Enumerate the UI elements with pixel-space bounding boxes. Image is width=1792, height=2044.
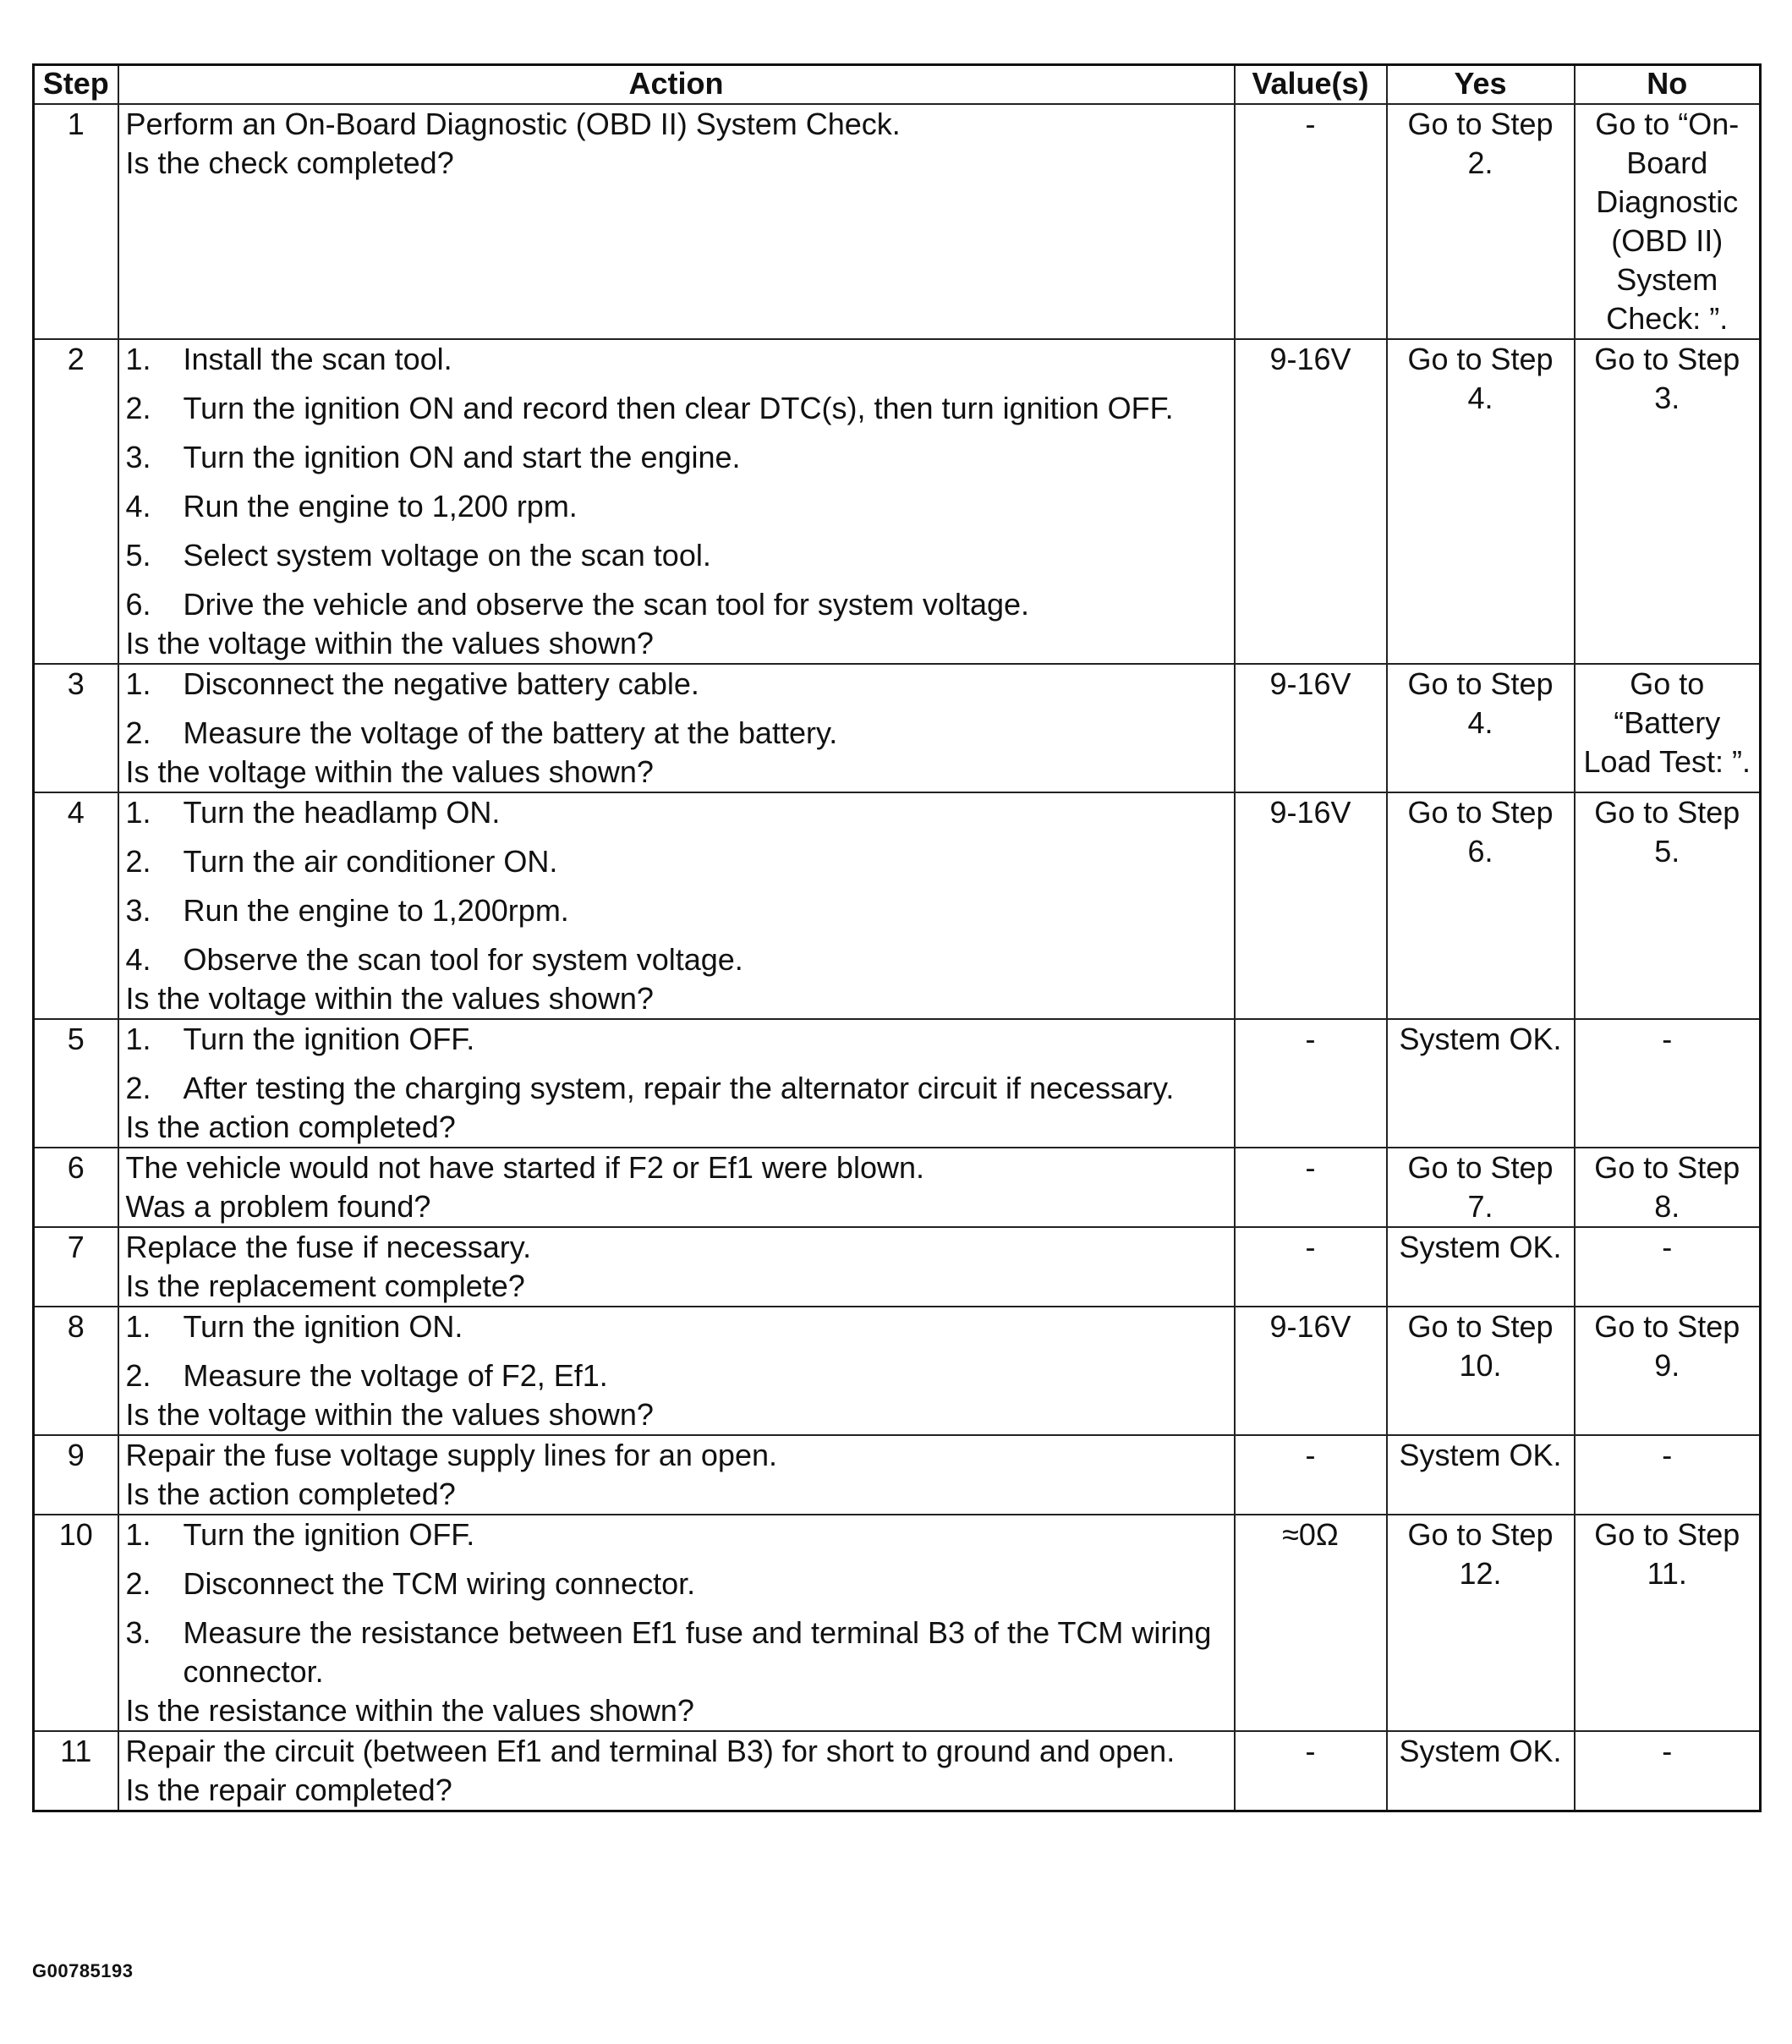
action-cell	[118, 1227, 1235, 1307]
diagnostic-table	[32, 63, 1762, 1812]
yes-cell: Go to Step 7.	[1387, 1148, 1575, 1227]
no-cell: Go to Step 3.	[1575, 339, 1761, 664]
action-step-item	[126, 1069, 1227, 1108]
action-step-text: Turn the ignition ON.	[183, 1309, 463, 1344]
header-yes: Yes	[1387, 65, 1575, 105]
action-step-text: Measure the voltage of F2, Ef1.	[183, 1358, 608, 1393]
action-step-number: 1.	[125, 666, 151, 701]
action-step-number: 2.	[125, 715, 151, 750]
action-intro: The vehicle would not have started if F2 or Ef1 were blown.	[125, 1150, 924, 1185]
yes-cell: Go to Step 10.	[1387, 1307, 1575, 1435]
action-question: Is the action completed?	[125, 1477, 456, 1511]
action-step-item	[126, 1565, 1227, 1603]
step-number: 6	[34, 1148, 118, 1227]
action-step-number: 2.	[125, 844, 151, 879]
table-row	[34, 1307, 1761, 1435]
table-row	[34, 1515, 1761, 1731]
action-step-number: 1.	[125, 1517, 151, 1552]
action-step-item	[126, 1307, 1227, 1346]
value-cell: -	[1235, 1731, 1387, 1811]
action-step-number: 2.	[125, 1566, 151, 1601]
action-step-item	[126, 585, 1227, 624]
action-intro: Perform an On-Board Diagnostic (OBD II) System Check.	[125, 107, 901, 141]
action-step-item	[126, 665, 1227, 704]
action-step-number: 1.	[125, 1022, 151, 1056]
action-step-item	[126, 389, 1227, 428]
no-cell: Go to Step 9.	[1575, 1307, 1761, 1435]
action-step-item	[126, 340, 1227, 379]
step-number: 8	[34, 1307, 118, 1435]
action-cell	[118, 1515, 1235, 1731]
action-step-text: Turn the ignition OFF.	[183, 1517, 475, 1552]
value-cell: 9-16V	[1235, 664, 1387, 792]
action-step-number: 3.	[125, 893, 151, 928]
value-cell: 9-16V	[1235, 792, 1387, 1019]
action-step-text: Turn the headlamp ON.	[183, 795, 501, 830]
table-body	[34, 104, 1761, 1811]
no-cell: -	[1575, 1731, 1761, 1811]
yes-cell: System OK.	[1387, 1435, 1575, 1515]
action-step-number: 3.	[125, 1615, 151, 1650]
action-step-text: Run the engine to 1,200rpm.	[183, 893, 569, 928]
action-question: Is the action completed?	[125, 1110, 456, 1144]
action-step-text: Disconnect the negative battery cable.	[183, 666, 699, 701]
value-cell: -	[1235, 1148, 1387, 1227]
step-number: 1	[34, 104, 118, 339]
header-no: No	[1575, 65, 1761, 105]
table-row	[34, 104, 1761, 339]
no-cell: Go to Step 5.	[1575, 792, 1761, 1019]
header-row	[34, 65, 1761, 105]
action-step-item	[126, 1020, 1227, 1059]
action-step-item	[126, 438, 1227, 477]
value-cell: -	[1235, 1227, 1387, 1307]
action-step-number: 1.	[125, 1309, 151, 1344]
action-step-item	[126, 487, 1227, 526]
step-number: 11	[34, 1731, 118, 1811]
yes-cell: System OK.	[1387, 1227, 1575, 1307]
action-step-text: Turn the ignition ON and start the engine.	[183, 440, 741, 474]
action-step-item	[126, 1515, 1227, 1554]
step-number: 5	[34, 1019, 118, 1148]
table-row	[34, 664, 1761, 792]
action-step-text: Run the engine to 1,200 rpm.	[183, 489, 578, 523]
header-action: Action	[118, 65, 1235, 105]
action-step-text: Turn the air conditioner ON.	[183, 844, 558, 879]
action-step-text: Turn the ignition ON and record then clear DTC(s), then turn ignition OFF.	[183, 391, 1174, 425]
table-row	[34, 1148, 1761, 1227]
no-cell: Go to Step 11.	[1575, 1515, 1761, 1731]
no-cell: Go to “Battery Load Test: ”.	[1575, 664, 1761, 792]
step-number: 4	[34, 792, 118, 1019]
action-question: Is the check completed?	[125, 145, 454, 180]
no-cell: Go to Step 8.	[1575, 1148, 1761, 1227]
action-cell	[118, 1019, 1235, 1148]
action-step-item	[126, 940, 1227, 979]
action-step-item	[126, 714, 1227, 753]
action-question: Is the voltage within the values shown?	[125, 1397, 654, 1432]
value-cell: 9-16V	[1235, 1307, 1387, 1435]
no-cell: -	[1575, 1019, 1761, 1148]
no-cell: -	[1575, 1227, 1761, 1307]
action-cell	[118, 104, 1235, 339]
action-cell	[118, 1307, 1235, 1435]
table-row	[34, 1731, 1761, 1811]
step-number: 2	[34, 339, 118, 664]
action-step-item	[126, 793, 1227, 832]
action-intro: Repair the fuse voltage supply lines for an open.	[125, 1438, 777, 1472]
no-cell: Go to “On-Board Diagnostic (OBD II) System Check: ”.	[1575, 104, 1761, 339]
yes-cell: Go to Step 2.	[1387, 104, 1575, 339]
action-question: Is the resistance within the values shown?	[125, 1693, 694, 1728]
step-number: 3	[34, 664, 118, 792]
action-question: Is the replacement complete?	[125, 1269, 525, 1303]
yes-cell: Go to Step 6.	[1387, 792, 1575, 1019]
action-step-item	[126, 891, 1227, 930]
action-intro: Repair the circuit (between Ef1 and terminal B3) for short to ground and open.	[125, 1734, 1175, 1768]
action-question: Is the voltage within the values shown?	[125, 981, 654, 1016]
action-step-number: 1.	[125, 342, 151, 376]
header-values: Value(s)	[1235, 65, 1387, 105]
action-question: Was a problem found?	[125, 1189, 431, 1224]
value-cell: 9-16V	[1235, 339, 1387, 664]
action-step-number: 2.	[125, 391, 151, 425]
action-step-text: Turn the ignition OFF.	[183, 1022, 475, 1056]
value-cell: -	[1235, 1435, 1387, 1515]
action-step-text: Drive the vehicle and observe the scan tool for system voltage.	[183, 587, 1030, 622]
action-step-number: 2.	[125, 1071, 151, 1105]
action-step-text: Disconnect the TCM wiring connector.	[183, 1566, 696, 1601]
action-step-number: 4.	[125, 489, 151, 523]
step-number: 7	[34, 1227, 118, 1307]
table-row	[34, 792, 1761, 1019]
action-step-text: Observe the scan tool for system voltage.	[183, 942, 743, 977]
yes-cell: Go to Step 12.	[1387, 1515, 1575, 1731]
no-cell: -	[1575, 1435, 1761, 1515]
action-cell	[118, 1435, 1235, 1515]
action-step-item	[126, 1356, 1227, 1395]
yes-cell: System OK.	[1387, 1019, 1575, 1148]
action-step-number: 4.	[125, 942, 151, 977]
action-question: Is the voltage within the values shown?	[125, 754, 654, 789]
step-number: 9	[34, 1435, 118, 1515]
action-step-text: Install the scan tool.	[183, 342, 452, 376]
action-cell	[118, 664, 1235, 792]
step-number: 10	[34, 1515, 118, 1731]
action-intro: Replace the fuse if necessary.	[125, 1230, 532, 1264]
action-step-text: Measure the resistance between Ef1 fuse and terminal B3 of the TCM wiring connector.	[183, 1615, 1212, 1689]
header-step: Step	[34, 65, 118, 105]
value-cell: ≈0Ω	[1235, 1515, 1387, 1731]
action-cell	[118, 339, 1235, 664]
action-step-number: 1.	[125, 795, 151, 830]
action-step-number: 6.	[125, 587, 151, 622]
yes-cell: Go to Step 4.	[1387, 664, 1575, 792]
action-question: Is the repair completed?	[125, 1773, 452, 1807]
action-step-number: 2.	[125, 1358, 151, 1393]
table-row	[34, 1019, 1761, 1148]
action-cell	[118, 1148, 1235, 1227]
diagnostic-table-container	[32, 63, 1759, 1812]
table-row	[34, 339, 1761, 664]
action-cell	[118, 792, 1235, 1019]
action-step-number: 3.	[125, 440, 151, 474]
table-row	[34, 1435, 1761, 1515]
figure-id: G00785193	[32, 1960, 134, 1981]
action-step-item	[126, 1614, 1227, 1691]
action-step-text: Measure the voltage of the battery at the battery.	[183, 715, 838, 750]
yes-cell: Go to Step 4.	[1387, 339, 1575, 664]
value-cell: -	[1235, 1019, 1387, 1148]
action-step-number: 5.	[125, 538, 151, 573]
action-step-text: After testing the charging system, repair the alternator circuit if necessary.	[183, 1071, 1175, 1105]
action-step-item	[126, 842, 1227, 881]
yes-cell: System OK.	[1387, 1731, 1575, 1811]
table-row	[34, 1227, 1761, 1307]
action-cell	[118, 1731, 1235, 1811]
action-question: Is the voltage within the values shown?	[125, 626, 654, 660]
action-step-item	[126, 536, 1227, 575]
value-cell: -	[1235, 104, 1387, 339]
action-step-text: Select system voltage on the scan tool.	[183, 538, 711, 573]
